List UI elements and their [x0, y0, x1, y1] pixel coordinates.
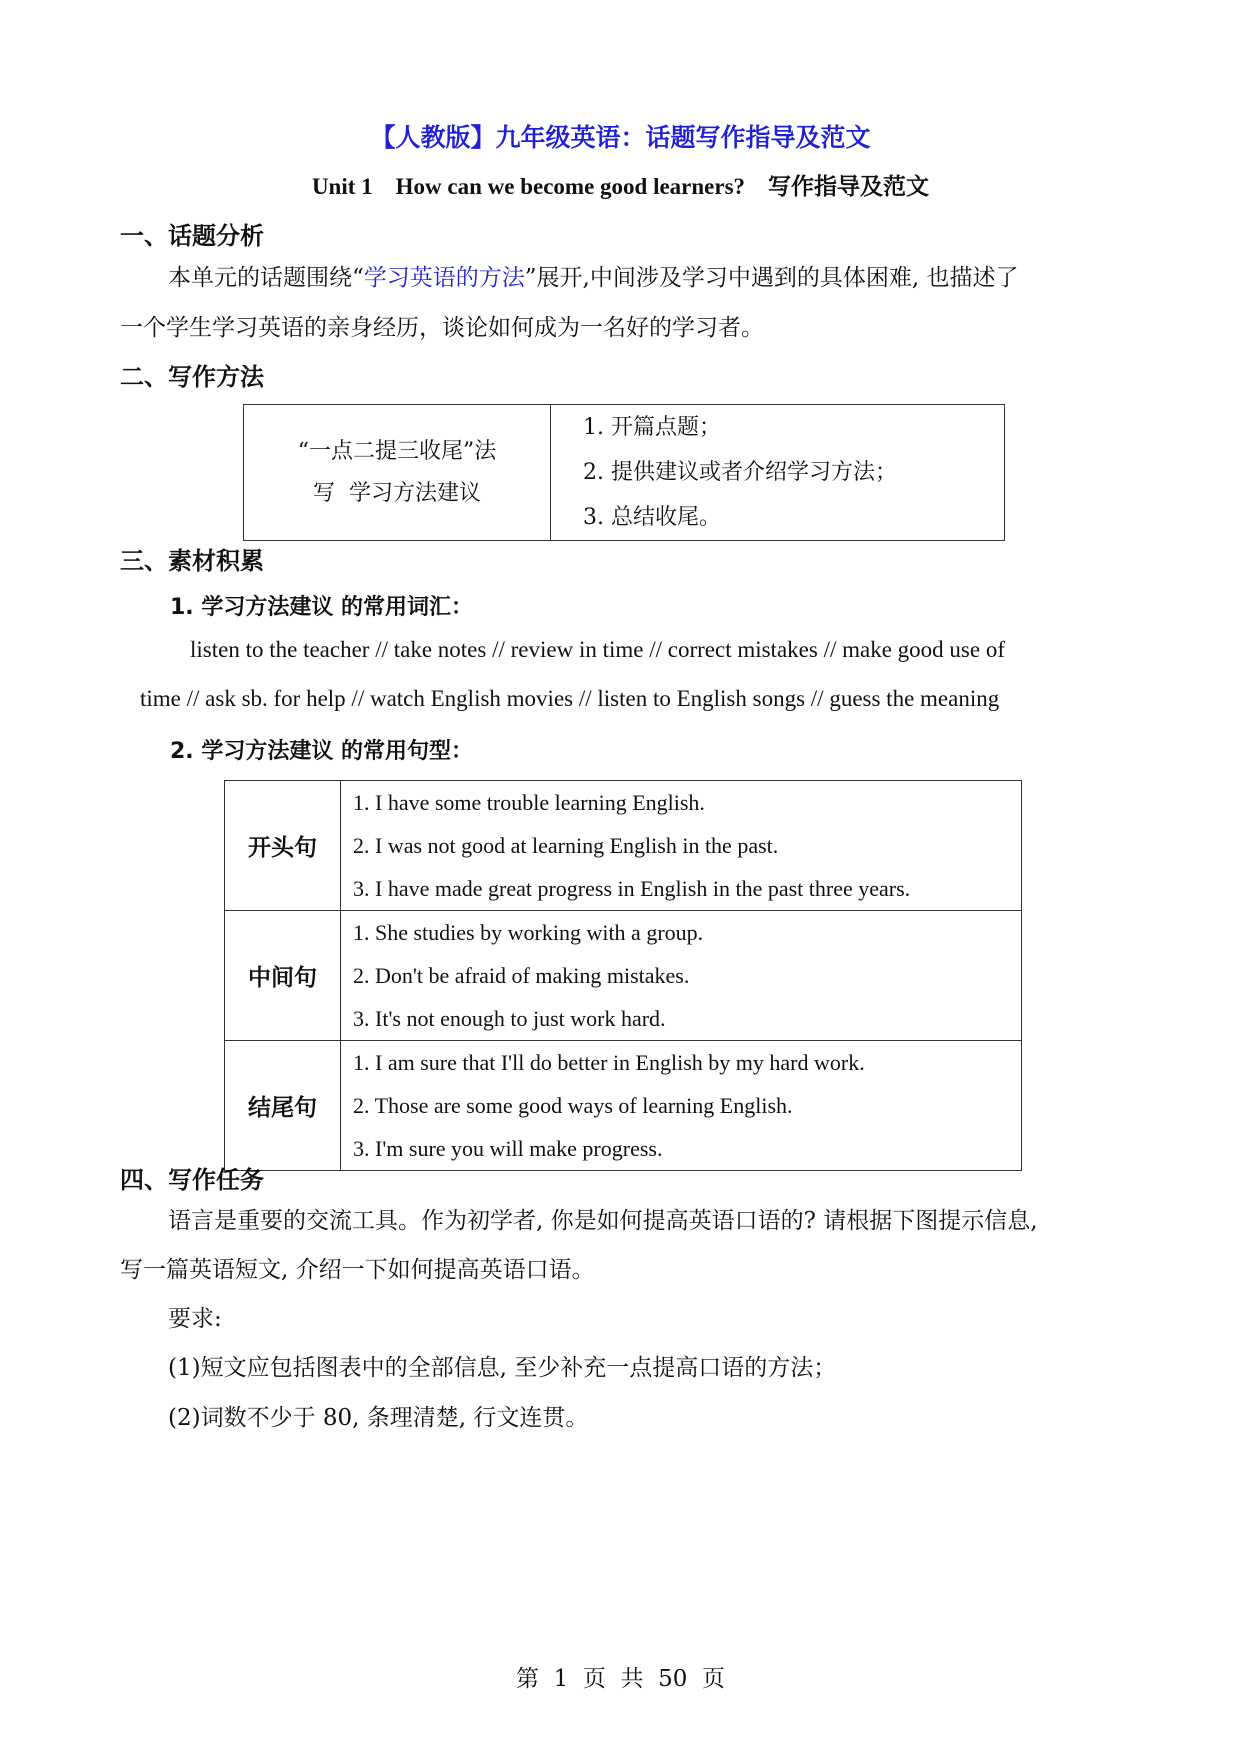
topic-analysis-line-2: 一个学生学习英语的亲身经历，谈论如何成为一名好的学习者。: [120, 315, 764, 341]
sentence: 3. It's not enough to just work hard.: [353, 1006, 666, 1031]
method-step: 1. 开篇点题；: [583, 415, 721, 440]
method-steps-cell: [551, 405, 1005, 541]
task-line-2: 写一篇英语短文, 介绍一下如何提高英语口语。: [120, 1257, 595, 1283]
sentence: 2. Don't be afraid of making mistakes.: [353, 963, 690, 988]
row-sentences: [341, 911, 1022, 1041]
sentence: 3. I have made great progress in English in the past three years.: [353, 876, 911, 901]
topic-highlight: 学习英语的方法: [363, 265, 525, 291]
sentence: 1. I am sure that I'll do better in English by my hard work.: [353, 1050, 865, 1075]
sentence-pattern-table: [224, 780, 1022, 1171]
sentence: 1. I have some trouble learning English.: [353, 790, 705, 815]
vocab-subheading: 1. 学习方法建议 的常用词汇：: [170, 595, 473, 620]
topic-text-a: 本单元的话题围绕“: [168, 265, 364, 291]
method-step: 2. 提供建议或者介绍学习方法；: [583, 460, 897, 485]
requirement-1: (1)短文应包括图表中的全部信息, 至少补充一点提高口语的方法；: [168, 1355, 837, 1381]
sentence: 3. I'm sure you will make progress.: [353, 1136, 663, 1161]
section-heading-material: 三、素材积累: [120, 547, 264, 575]
vocab-line-1: listen to the teacher // take notes // review in time // correct mistakes // make good use of: [190, 637, 1005, 662]
topic-text-b: ”展开,中间涉及学习中遇到的具体困难, 也描述了: [524, 265, 1019, 291]
vocab-line-2: time // ask sb. for help // watch English movies // listen to English songs // guess the meaning: [140, 686, 1000, 711]
method-step: 3. 总结收尾。: [583, 505, 721, 530]
table-row: [225, 781, 1022, 911]
requirement-2: (2)词数不少于 80, 条理清楚, 行文连贯。: [168, 1405, 589, 1431]
sentence: 2. I was not good at learning English in the past.: [353, 833, 779, 858]
row-label-opening: 开头句: [225, 781, 341, 911]
table-row: [225, 911, 1022, 1041]
document-subtitle: Unit 1 How can we become good learners? 写作指导及范文: [311, 174, 930, 199]
topic-analysis-line-1: [168, 253, 1018, 303]
table-row: [225, 1041, 1022, 1171]
method-name-line-1: “一点二提三收尾”法: [297, 438, 497, 464]
requirements-label: 要求:: [168, 1306, 222, 1332]
row-label-middle: 中间句: [225, 911, 341, 1041]
section-heading-writing-method: 二、写作方法: [120, 363, 264, 391]
row-sentences: [341, 1041, 1022, 1171]
sentence: 1. She studies by working with a group.: [353, 920, 704, 945]
writing-method-table: [243, 404, 1005, 541]
document-title: 【人教版】九年级英语：话题写作指导及范文: [370, 123, 871, 152]
method-name-cell: [244, 405, 551, 541]
page-number: 第 1 页 共 50 页: [515, 1666, 725, 1692]
method-name-line-2: 写 学习方法建议: [313, 480, 481, 506]
task-line-1: 语言是重要的交流工具。作为初学者, 你是如何提高英语口语的? 请根据下图提示信息,: [168, 1208, 1038, 1234]
section-heading-writing-task: 四、写作任务: [120, 1166, 264, 1194]
sentence: 2. Those are some good ways of learning English.: [353, 1093, 793, 1118]
row-sentences: [341, 781, 1022, 911]
sentence-subheading: 2. 学习方法建议 的常用句型：: [170, 739, 473, 764]
section-heading-topic-analysis: 一、话题分析: [120, 222, 264, 250]
row-label-ending: 结尾句: [225, 1041, 341, 1171]
